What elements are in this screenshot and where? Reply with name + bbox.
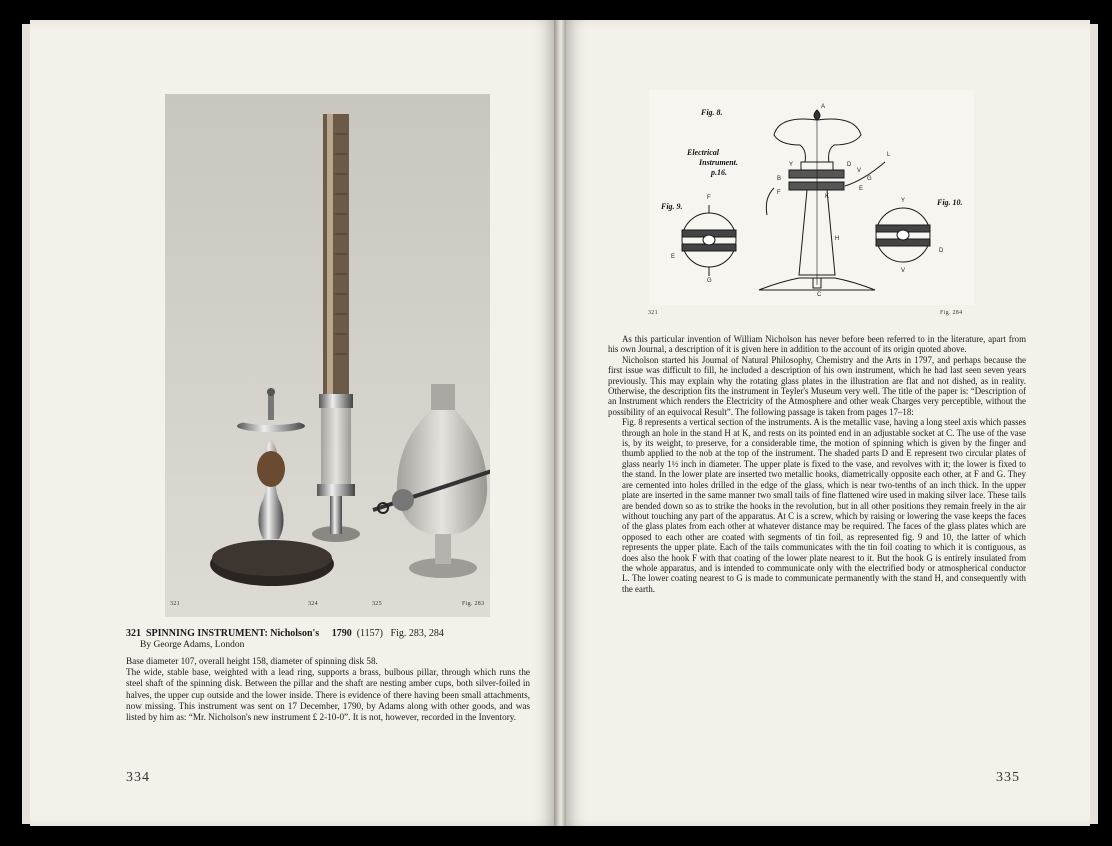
fig8-label: Fig. 8. — [701, 108, 723, 117]
entry-year: 1790 — [331, 628, 352, 639]
catalogue-entry-heading — [126, 628, 546, 639]
figure-number-325: 325 — [372, 601, 382, 607]
entry-figs: Fig. 283, 284 — [390, 628, 444, 639]
article-text — [608, 334, 1026, 594]
fig9-letter-f: F — [707, 195, 711, 201]
engraving-figure — [649, 90, 974, 305]
figure-number-324: 324 — [308, 601, 318, 607]
instrument-photo-illustration — [165, 94, 490, 617]
letter-f: F — [777, 190, 781, 196]
letter-y: Y — [789, 162, 794, 168]
left-page — [30, 20, 554, 826]
entry-dimensions: Base diameter 107, overall height 158, diameter of spinning disk 58. — [126, 656, 378, 666]
fig10-label: Fig. 10. — [937, 198, 963, 207]
fig9-letter-e: E — [671, 254, 676, 260]
letter-v: V — [857, 168, 862, 174]
figure-number-321: 321 — [170, 601, 180, 607]
fig10-letter-y: Y — [901, 198, 906, 204]
entry-number: 321 — [126, 628, 141, 639]
drawing-title-line3: p.16. — [711, 168, 727, 177]
entry-body: The wide, stable base, weighted with a lead ring, supports a brass, bulbous pillar, through which runs the steel shaft of the spinning disk. Between the pillar and the shaft are nesting amber cups, both silver-foiled in halves, the upper cup outside and the lower inside. There is evidence of there having been small attachments, now missing. This instrument was sent on 17 December, 1790, by Adams along with other goods, and was listed by him as: “Mr. Nicholson's new instrument £ 2-10-0”. It is not, however, recorded in the Inventory. — [126, 667, 530, 723]
letter-b: B — [777, 176, 782, 182]
letter-k: K — [825, 194, 830, 200]
figure-caption: Fig. 283 — [462, 601, 485, 607]
electrical-instrument-engraving — [649, 90, 974, 305]
entry-description — [126, 656, 530, 723]
letter-g: G — [867, 176, 872, 182]
figure-caption-right: Fig. 284 — [940, 310, 963, 316]
right-page — [566, 20, 1090, 826]
book-gutter — [554, 20, 566, 826]
drawing-title-line2: Instrument. — [699, 158, 738, 167]
letter-d: D — [847, 162, 852, 168]
drawing-title-line1: Electrical — [687, 148, 719, 157]
instrument-photograph — [165, 94, 490, 617]
entry-title: SPINNING INSTRUMENT: Nicholson's — [146, 628, 320, 639]
fig9-letter-g: G — [707, 278, 712, 284]
letter-a: A — [821, 104, 826, 110]
fig10-letter-v: V — [901, 268, 906, 274]
page-edges-right — [1090, 24, 1098, 824]
paragraph-quotation: Fig. 8 represents a vertical section of the instruments. A is the metallic vase, having a long steel axis which passes through an hole in the stand H at K, and rests on its pointed end in an adjustable socket at C. The use of the vase is, by its weight, to preserve, for a considerable time, the motion of spinning which is given by the finger and thumb applied to the nob at the top of the instrument. The shaded parts D and E represent two circular plates of glass nearly 1½ inch in diameter. The upper plate is fixed to the vase, and revolves with it; the lower is fixed to the stand. In the lower plate are inserted two metallic hooks, diametrically opposite each other, at F and G. They are cemented into holes drilled in the edge of the glass, which is near two-tenths of an inch thick. In the upper plate are inserted in the same manner two small tails of fine flattened wire used in making silver lace. These tails are bended down so as to strike the hooks in the revolution, but in all other positions they remain freely in the air without touching any part of the apparatus. At C is a screw, which by raising or lowering the vase keeps the faces of the glass plates from each other at whatever distance may be required. The faces of the glass plates which are opposed to each other are coated with segments of tin foil, as represented fig. 9 and 10, the latter of which represents the upper plate. Each of the tails communicates with the tin foil coating to which it is contiguous, as does also the hook F with that coating of the lower plate nearest to it. But the hook G is entirely insulated from the whole apparatus, and is intended to communicate only with the electrified body or atmospherical conductor L. The lower coating nearest to G is made to communicate permanently with the stand H, and consequently with the earth. — [622, 417, 1026, 594]
letter-c: C — [817, 292, 822, 298]
fig9-label: Fig. 9. — [661, 202, 683, 211]
paragraph-journal: Nicholson started his Journal of Natural Philosophy, Chemistry and the Arts in 1797, and perhaps because the first issue was difficult to fill, he included a description of his own instrument, which he had last seen seven years previously. This may explain why the rotating glass plates in the illustration are flat and not dished, as in reality. Otherwise, the description fits the instrument in Teyler's Museum very well. The title of the paper is: “Description of an Instrument which renders the Electricity of the Atmosphere and other weak Charges very perceptible, without the possibility of an equivocal Result”. The following passage is taken from pages 17–18: — [608, 354, 1026, 417]
page-number-right: 335 — [996, 770, 1020, 785]
page-edges-left — [22, 24, 30, 824]
fig10-letter-d: D — [939, 248, 944, 254]
entry-maker: By George Adams, London — [140, 640, 245, 650]
entry-inventory: (1157) — [356, 628, 383, 639]
letter-h: H — [835, 236, 840, 242]
letter-l: L — [887, 152, 891, 158]
page-number-left: 334 — [126, 770, 150, 785]
figure-number-321-right: 321 — [648, 310, 658, 316]
letter-e: E — [859, 186, 864, 192]
paragraph-intro: As this particular invention of William Nicholson has never before been referred to in the literature, apart from his own Journal, a description of it is given here in addition to the account of its origin quoted above. — [608, 334, 1026, 355]
